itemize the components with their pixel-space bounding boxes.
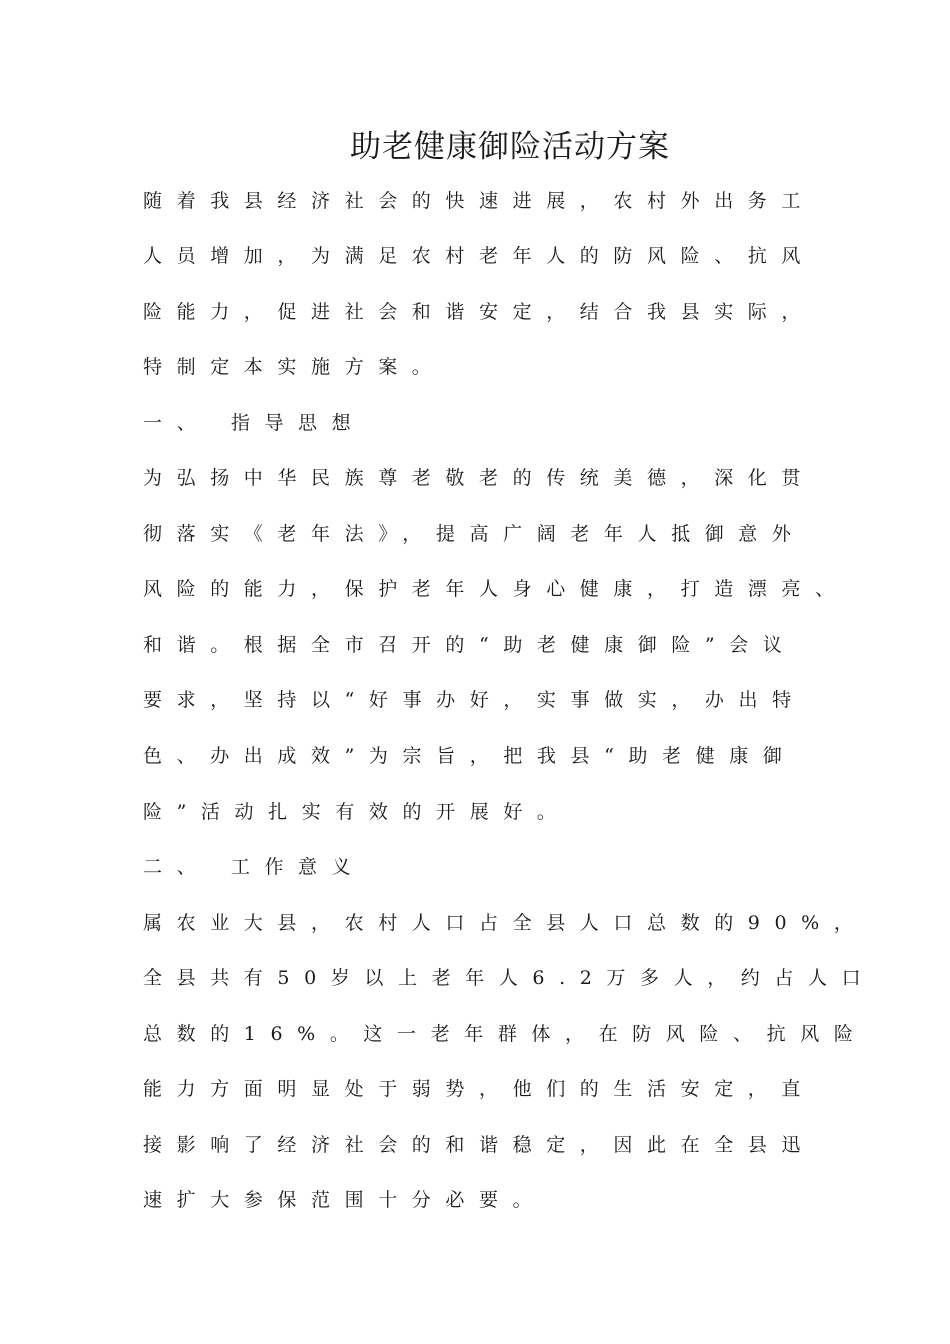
body-line: 总数的16%。这一老年群体，在防风险、抗风险 xyxy=(143,1023,868,1045)
body-line: 速扩大参保范围十分必要。 xyxy=(143,1189,547,1211)
body-line: 风险的能力，保护老年人身心健康，打造漂亮、 xyxy=(143,578,849,600)
section-heading: 二、 工作意义 xyxy=(143,856,366,878)
body-line: 彻落实《老年法》，提高广阔老年人抵御意外 xyxy=(143,523,806,545)
body-line: 能力方面明显处于弱势，他们的生活安定，直 xyxy=(143,1078,816,1100)
section-heading: 一、 指导思想 xyxy=(143,412,366,434)
body-line: 色、办出成效”为宗旨，把我县“助老健康御 xyxy=(143,745,797,767)
body-line: 人员增加，为满足农村老年人的防风险、抗风 xyxy=(143,245,816,267)
document-title: 助老健康御险活动方案 xyxy=(350,129,670,165)
body-line: 属农业大县，农村人口占全县人口总数的90%， xyxy=(143,912,868,934)
body-line: 险能力，促进社会和谐安定，结合我县实际， xyxy=(143,301,816,323)
body-line: 为弘扬中华民族尊老敬老的传统美德，深化贯 xyxy=(143,467,816,489)
body-line: 全县共有50岁以上老年人6.2万多人，约占人口 xyxy=(143,967,876,989)
body-line: 随着我县经济社会的快速进展，农村外出务工 xyxy=(143,190,816,212)
body-line: 和谐。根据全市召开的“助老健康御险”会议 xyxy=(143,634,797,656)
body-line: 险”活动扎实有效的开展好。 xyxy=(143,801,571,823)
body-line: 特制定本实施方案。 xyxy=(143,356,446,378)
body-line: 要求，坚持以“好事办好，实事做实，办出特 xyxy=(143,689,806,711)
body-line: 接影响了经济社会的和谐稳定，因此在全县迅 xyxy=(143,1134,816,1156)
